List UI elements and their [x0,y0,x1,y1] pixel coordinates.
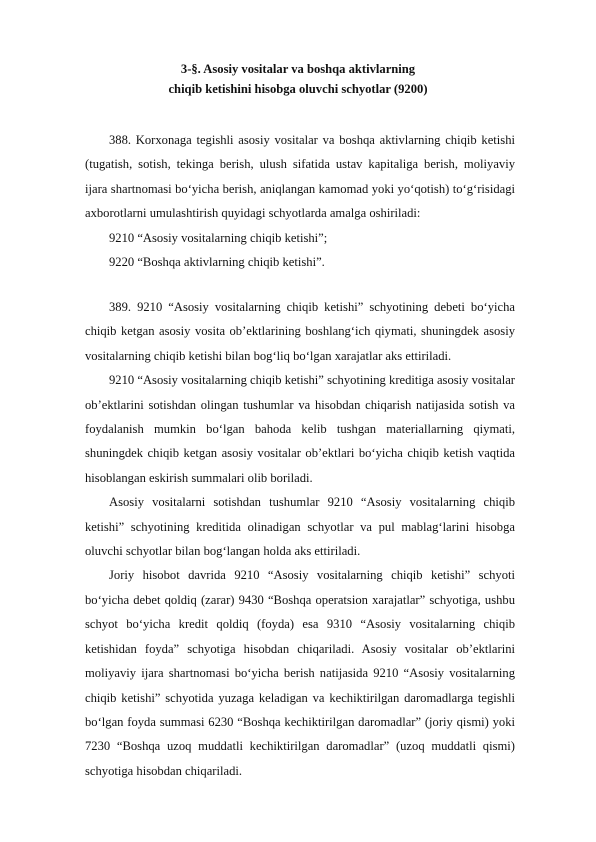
paragraph-sales-proceeds: Asosiy vositalarni sotishdan tushumlar 9210 “Asosiy vositalarning chiqib ketishi” schyotining kreditida olinadigan schyotlar va pul mablag‘larini hisobga oluvchi schyotlar bilan bog‘langan holda aks ettiriladi. [85,495,515,559]
paragraph-block-389 [85,295,515,783]
paragraph-388: 388. Korxonaga tegishli asosiy vositalar va boshqa aktivlarning chiqib ketishi (tugatish, sotish, tekinga berish, ulush sifatida ustav kapitaliga berish, moliyaviy ijara shartnomasi bo‘yicha berish, aniqlangan kamomad yoki yo‘qotish) to‘g‘risidagi axborotlarni umulashtirish quyidagi schyotlarda amalga oshiriladi: [85,133,515,221]
paragraph-block-388 [85,128,515,274]
paragraph-reporting-period: Joriy hisobot davrida 9210 “Asosiy vositalarning chiqib ketishi” schyoti bo‘yicha debet qoldiq (zarar) 9430 “Boshqa operatsion xarajatlar” schyotiga, ushbu schyot bo‘yicha kredit qoldiq (foyda) esa 9310 “Asosiy vositalarning chiqib ketishidan foyda” schyotiga hisobdan chiqariladi. Asosiy vositalar ob’ektlarini moliyaviy ijara shartnomasi bo‘yicha berish natijasida 9210 “Asosiy vositalarning chiqib ketishi” schyotida yuzaga keladigan va kechiktirilgan daromadlarga tegishli bo‘lgan foyda summasi 6230 “Boshqa kechiktirilgan daromadlar” (joriy qismi) yoki 7230 “Boshqa uzoq muddatli kechiktirilgan daromadlar” (uzoq muddatli qismi) schyotiga hisobdan chiqariladi. [85,568,515,778]
account-item-9220: 9220 “Boshqa aktivlarning chiqib ketishi”. [109,255,325,270]
section-title-line-2: chiqib ketishini hisobga oluvchi schyotlar (9200) [168,82,428,96]
section-title-line-1: 3-§. Asosiy vositalar va boshqa aktivlarning [180,62,416,76]
account-item-9210: 9210 “Asosiy vositalarning chiqib ketishi”; [109,230,328,245]
paragraph-9210-credit: 9210 “Asosiy vositalarning chiqib ketishi” schyotining kreditiga asosiy vositalar ob’ektlarini sotishdan olingan tushumlar va hisobdan chiqarish natijasida sotish va foydalanish mumkin bo‘lgan bahoda kelib tushgan materiallarning qiymati, shuningdek chiqib ketgan asosiy vositalar ob’ektlari bo‘yicha chiqib ketish vaqtida hisoblangan eskirish summalari olib boriladi. [85,373,515,485]
paragraph-389: 389. 9210 “Asosiy vositalarning chiqib ketishi” schyotining debeti bo‘yicha chiqib ketgan asosiy vosita ob’ektlarining boshlang‘ich qiymati, shuningdek asosiy vositalarning chiqib ketishi bilan bog‘liq bo‘lgan xarajatlar aks ettiriladi. [85,300,515,363]
